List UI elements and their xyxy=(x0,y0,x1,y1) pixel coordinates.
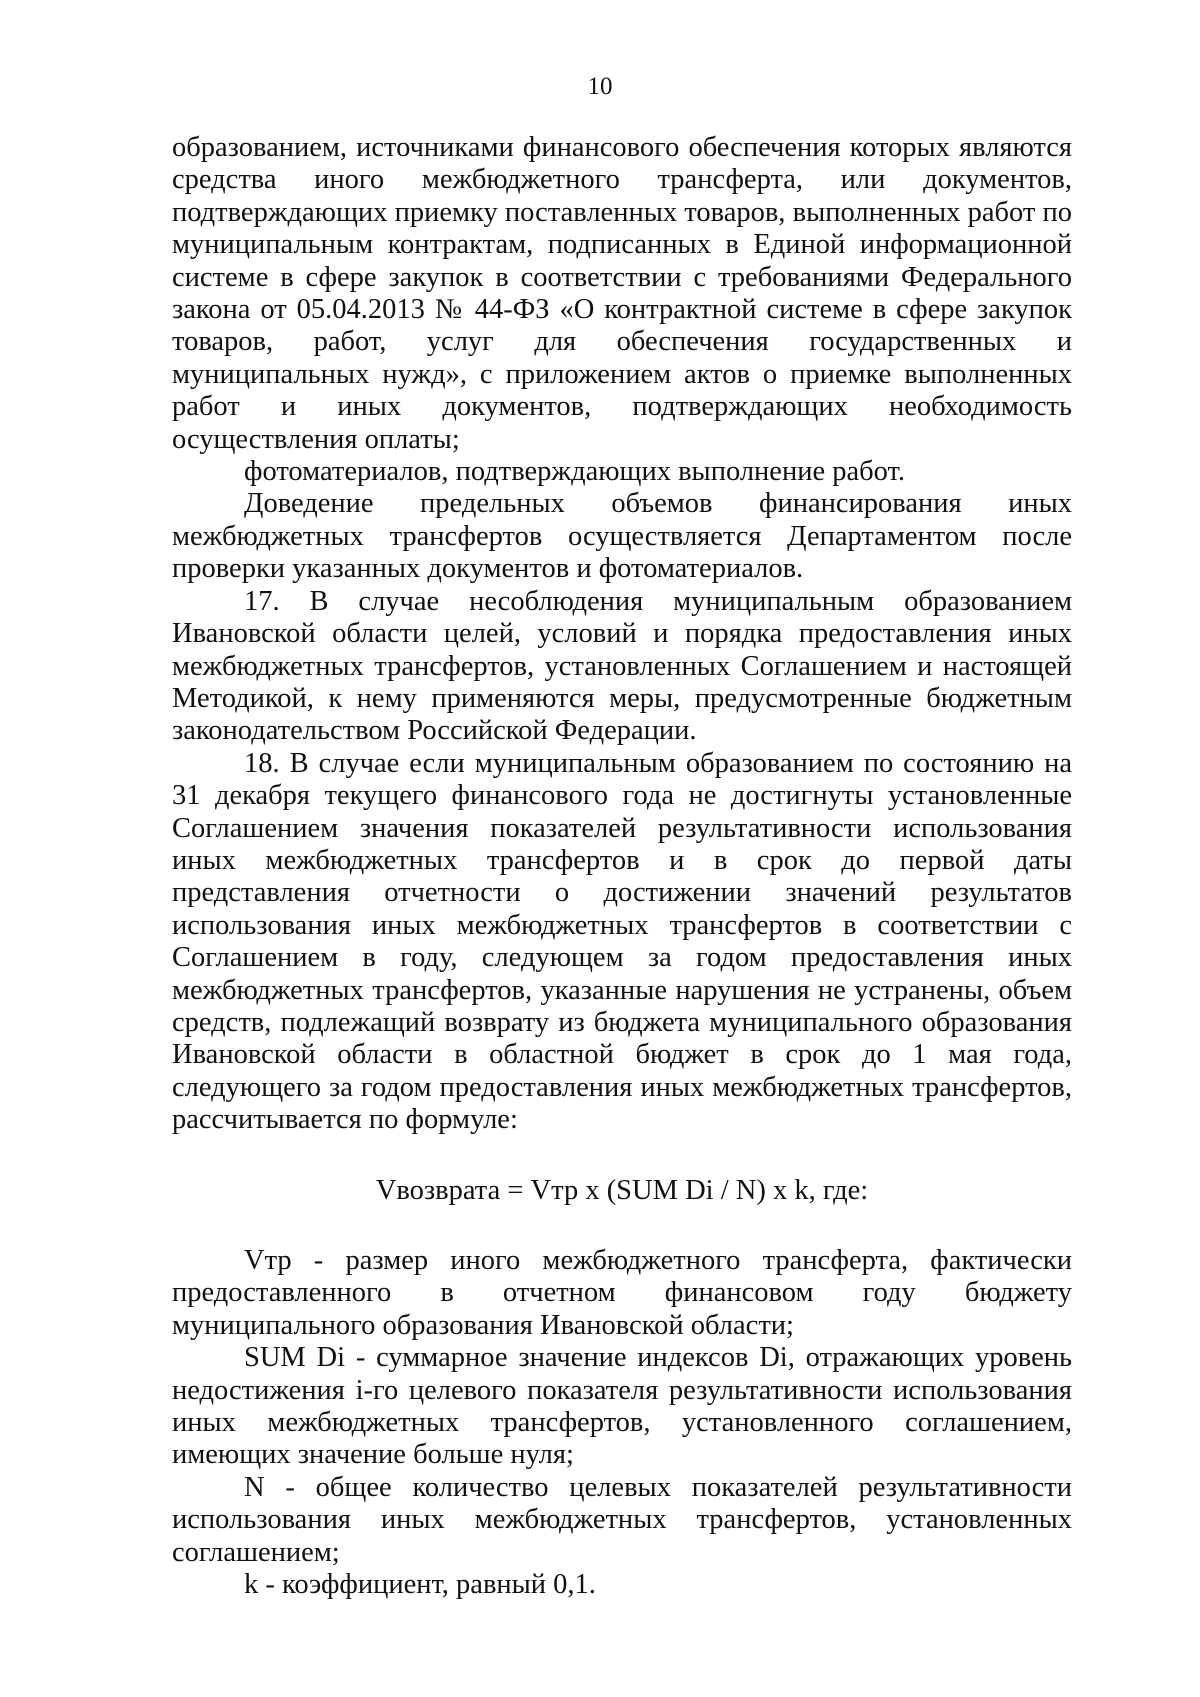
definition-vtr: Vтр - размер иного межбюджетного трансферта, фактически предоставленного в отчетном финансовом году бюджету муниципального образования Ивановской области; xyxy=(172,1245,1072,1341)
definition-k: k - коэффициент, равный 0,1. xyxy=(244,1569,596,1601)
paragraph-clause-18: 18. В случае если муниципальным образованием по состоянию на 31 декабря текущего финансового года не достигнуты установленные Соглашением значения показателей результативности использования иных межбюджетных трансфертов и в срок до первой даты представления отчетности о достижении значений результатов использования иных межбюджетных трансфертов в соответствии с Соглашением в году, следующем за годом предоставления иных межбюджетных трансфертов, указанные нарушения не устранены, объем средств, подлежащий возврату из бюджета муниципального образования Ивановской области в областной бюджет в срок до 1 мая года, следующего за годом предоставления иных межбюджетных трансфертов, рассчитывается по формуле: xyxy=(172,747,1072,1136)
definition-sum-di: SUM Di - суммарное значение индексов Di, отражающих уровень недостижения i-го целевого показателя результативности использования иных межбюджетных трансфертов, установленного соглашением, имеющих значение больше нуля; xyxy=(172,1342,1072,1471)
paragraph-clause-17: 17. В случае несоблюдения муниципальным образованием Ивановской области целей, условий и порядка предоставления иных межбюджетных трансфертов, установленных Соглашением и настоящей Методикой, к нему применяются меры, предусмотренные бюджетным законодательством Российской Федерации. xyxy=(172,585,1072,747)
paragraph-photomaterials: фотоматериалов, подтверждающих выполнение работ. xyxy=(244,456,905,488)
document-body xyxy=(172,132,1072,1601)
definition-n: N - общее количество целевых показателей результативности использования иных межбюджетных трансфертов, установленных соглашением; xyxy=(172,1471,1072,1568)
page-number: 10 xyxy=(587,73,613,100)
refund-formula: Vвозврата = Vтр x (SUM Di / N) x k, где: xyxy=(375,1174,869,1206)
paragraph-continuation: образованием, источниками финансового обеспечения которых являются средства иного межбюджетного трансферта, или документов, подтверждающих приемку поставленных товаров, выполненных работ по муниципальным контрактам, подписанных в Единой информационной системе в сфере закупок в соответствии с требованиями Федерального закона от 05.04.2013 № 44-ФЗ «О контрактной системе в сфере закупок товаров, работ, услуг для обеспечения государственных и муниципальных нужд», с приложением актов о приемке выполненных работ и иных документов, подтверждающих необходимость осуществления оплаты; xyxy=(172,132,1072,455)
paragraph-funding-limits: Доведение предельных объемов финансирования иных межбюджетных трансфертов осуществляется Департаментом после проверки указанных документов и фотоматериалов. xyxy=(172,488,1072,585)
